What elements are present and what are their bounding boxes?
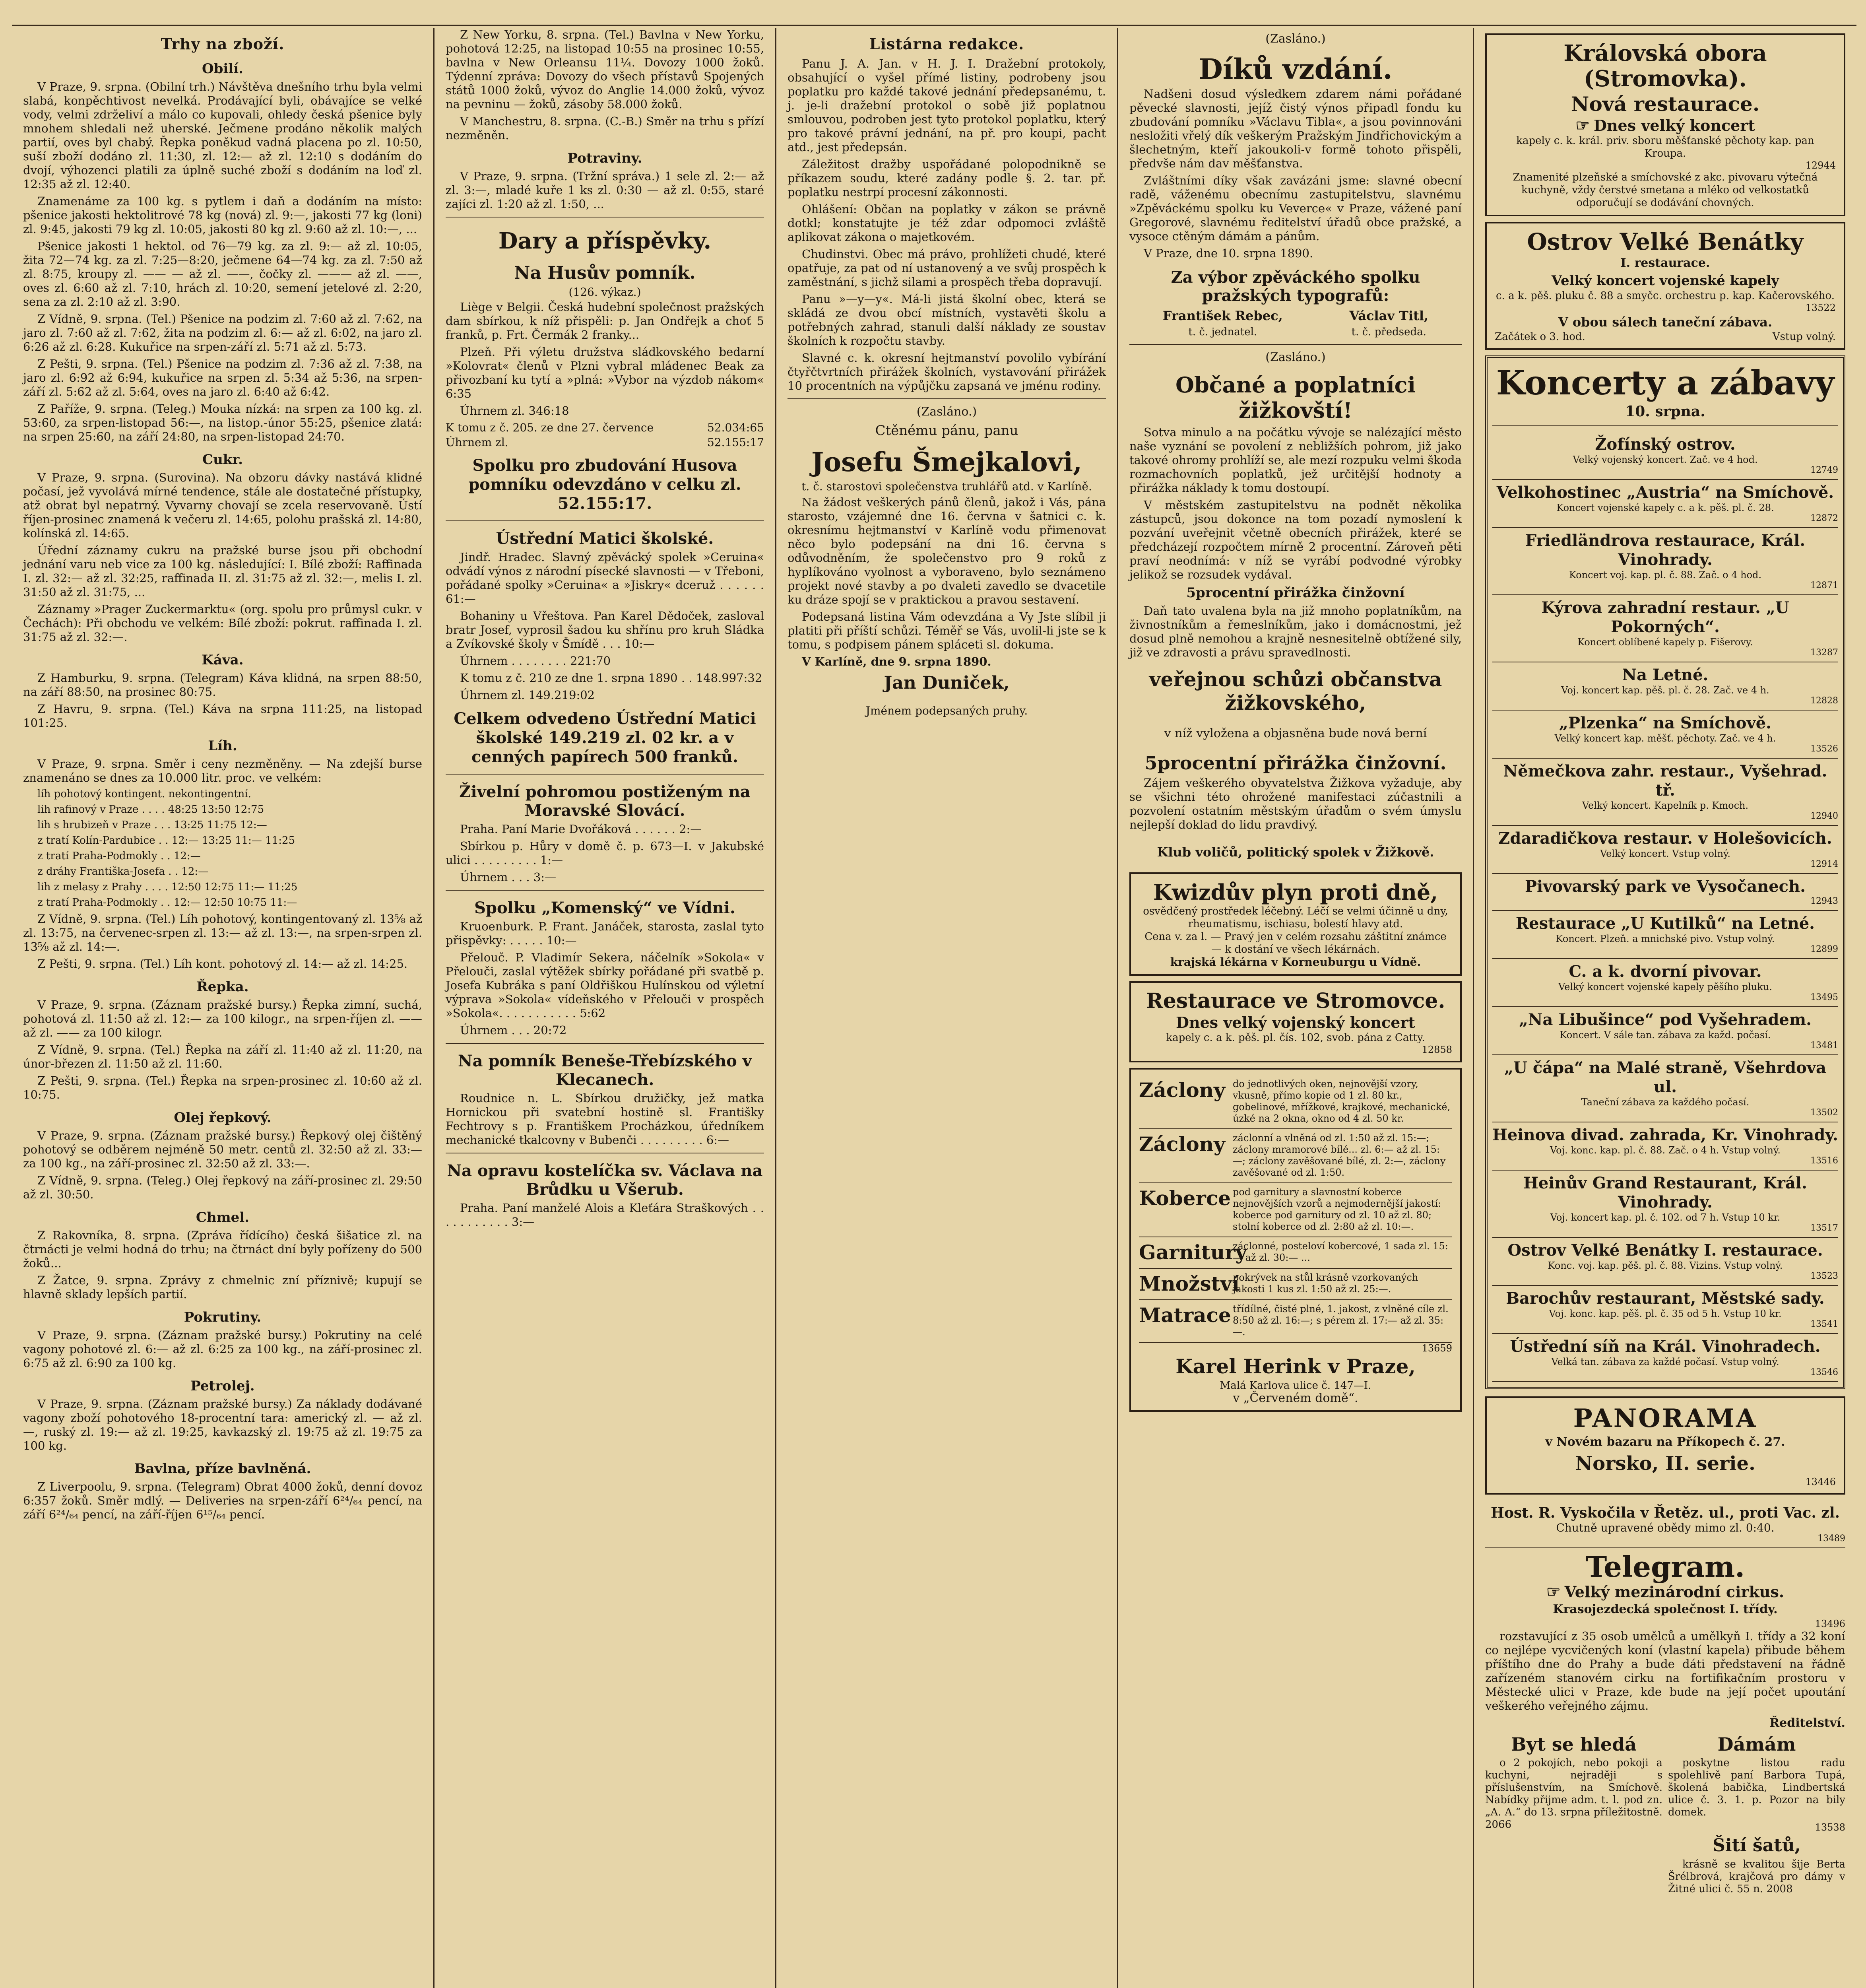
- paragraph: V Manchestru, 8. srpna. (C.-B.) Směr na trhu s přízí nezměněn.: [446, 115, 764, 142]
- tax-highlight-2: 5procentní přirážka činžovní.: [1144, 752, 1447, 774]
- venue-name: Pivovarský park ve Vysočanech.: [1525, 877, 1806, 896]
- paragraph: Z Vídně, 9. srpna. (Teleg.) Olej řepkový na září-prosinec zl. 29:50 až zl. 30:50.: [23, 1174, 422, 1201]
- highlight-matice-total: Celkem odvedeno Ústřední Matici školské 149.219 zl. 02 kr. a v cenných papírech 500 franků.: [454, 709, 756, 766]
- venue-item: [1492, 432, 1838, 480]
- paragraph: Roudnice n. L. Sbírkou družičky, jež matka Hornickou při svatební hostině sl. Františky Fechtrovy s p. Františkem Procházkou, úředníkem mechanické tkalcovny v Bubenči . . . . . . . . . 6:—: [446, 1091, 764, 1147]
- venue-desc: Voj. konc. kap. pl. č. 88. Zač. o 4 h. Vstup volný.: [1550, 1145, 1781, 1156]
- venue-desc: Voj. konc. kap. pěš. pl. č. 35 od 5 h. Vstup 10 kr.: [1549, 1308, 1782, 1319]
- paragraph: Z New Yorku, 8. srpna. (Tel.) Bavlna v New Yorku, pohotová 12:25, na listopad 10:55 na prosinec 10:55, bavlna v New Orleansu 11¼. Dovozy 1000 žoků. Týdenní zpráva: Dovozy do všech přístavů Spojených států 1000 žoků, vývoz do Anglie 14.000 žoků, vývoz na pevninu — žoků, zásoby 58.000 žoků.: [446, 28, 764, 111]
- paragraph: Z Havru, 9. srpna. (Tel.) Káva na srpna 111:25, na listopad 101:25.: [23, 702, 422, 730]
- subhead-hops: Chmel.: [196, 1209, 250, 1225]
- paragraph: V Praze, 9. srpna. (Surovina). Na obzoru dávky nastává klidné počasí, jež vyvolává mírné tendence, stále ale dostatečné přístupky, atž obrat byl nepatrný. Vyvarny chovají se zcela reservovaně. Ústí říjen-prosinec znamená k večeru zl. 14:65, polohu prašská zl. 14:80, kolínská zl. 14:65.: [23, 471, 422, 540]
- venue-number: 12940: [1810, 811, 1838, 821]
- herink-text: záclonné, posteloví kobercové, 1 sada zl. 15:— až zl. 30:— ...: [1233, 1241, 1448, 1263]
- paragraph: Jindř. Hradec. Slavný zpěvácký spolek »Ceruina« odvádí výnos z národní písecké slavnosti — v Třeboni, pořádané spolky »Ceruina« a »Jiskry« dceruž . . . . . . 61:—: [446, 550, 764, 606]
- venue-number: 12914: [1810, 859, 1838, 869]
- herink-item: Koberce: [1139, 1186, 1231, 1210]
- prior-sum-value: 52.034:65: [707, 421, 764, 434]
- paragraph: Z Pešti, 9. srpna. (Tel.) Pšenice na podzim zl. 7:36 až zl. 7:38, na jaro zl. 6:92 až 6:94, kukuřice na srpen zl. 5:34 až 5:36, na srpen-září zl. 5:62 až zl. 5:64, oves na jaro zl. 6:40 až 6:42.: [23, 357, 422, 398]
- venue-name: Heinova divad. zahrada, Kr. Vinohrady.: [1492, 1126, 1838, 1144]
- venue-number: 13526: [1810, 744, 1838, 754]
- venue-number: 12943: [1810, 896, 1838, 906]
- column-entertainment: [1474, 28, 1856, 1988]
- signature-2: [1349, 308, 1428, 338]
- paragraph: Panu »—y—y«. Má-li jistá školní obec, která se skládá ze dvou obcí místních, vystavěti školu a potřebných zahrad, stanuli další náklady ze soustav školních k rozpočtu stavby.: [788, 292, 1106, 348]
- subhead-cotton: Bavlna, příze bavlněná.: [134, 1461, 311, 1477]
- herink-item: Garnitury: [1139, 1241, 1247, 1264]
- venue-item: [1492, 711, 1838, 759]
- venue-desc: Koncert. V sále tan. zábava za každ. počasí.: [1560, 1029, 1771, 1041]
- ad-title: Byt se hledá: [1511, 1734, 1637, 1755]
- subhead-grain: Obilí.: [202, 61, 243, 77]
- venue-name: „Na Libušince“ pod Vyšehradem.: [1519, 1010, 1812, 1029]
- herink-row: [1139, 1237, 1452, 1269]
- ad-number: 13489: [1818, 1534, 1845, 1543]
- paragraph: Na žádost veškerých pánů členů, jakož i Vás, pána starosto, vzájemné dne 16. června v šatnici c. k. okresnímu hejtmanství v Karlíně vodu přimenovat něco bylo podepsání na dni 16. června s odůvodněním, že společenstvo pro 9 roků z hyplíkováno vyolnost a vyboraveno, bylo seznámeno projekt nové stavby a po dvaleti zavedlo se dvacetile ku dráze spojí se v praktickou a pravou sestavení.: [788, 495, 1106, 606]
- venue-number: 13495: [1810, 992, 1838, 1002]
- venue-number: 12828: [1810, 696, 1838, 706]
- paragraph: V Praze, dne 10. srpna 1890.: [1144, 247, 1313, 260]
- ad-title: Kwizdův plyn proti dně,: [1153, 879, 1438, 905]
- ad-subtitle: [1485, 1583, 1845, 1601]
- venue-item: [1492, 959, 1838, 1007]
- ad-number: 13659: [1422, 1343, 1452, 1354]
- tax-highlight: 5procentní přirážka činžovní: [1186, 585, 1405, 601]
- paragraph: V Praze, 9. srpna. (Záznam pražské bursy.) Za náklady dodávané vagony zboží pohotového 18-procentní tara: americký zl. — až zl. —, ruský zl. 19:— až zl. 19:25, kavkazský zl. 19:75 až zl. 19:75 za 100 kg.: [23, 1397, 422, 1452]
- paragraph: Daň tato uvalena byla na již mnoho poplatníkům, na živnostníkům a řemeslníkům, jako i domácnostmi, jež dosud plně nemohou a krajně nesnesitelně obtížené sily, již ve zdravosti a právu spravedlnosti.: [1129, 604, 1462, 659]
- venue-item: [1492, 662, 1838, 711]
- concerts-title: Koncerty a zábavy: [1496, 363, 1835, 402]
- subhead-sugar: Cukr.: [202, 452, 243, 468]
- ad-title: Host. R. Vyskočila v Řetěz. ul., proti Vac. zl.: [1490, 1505, 1840, 1521]
- paragraph: Z Vídně, 9. srpna. (Tel.) Pšenice na podzim zl. 7:60 až zl. 7:62, na jaro zl. 7:60 až zl. 7:62, žita na podzim zl. 6:— až zl. 6:02, na jaro zl. 6:26 až zl. 6:28. Kukuřice na srpen-září zl. 5:71 až zl. 5:73.: [23, 312, 422, 353]
- paragraph: Úřední záznamy cukru na pražské burse jsou při obchodní jednání varu neb vice za 100 kg. následující: I. Bílé zboží: Raffinada I. zl. 32:— až zl. 32:25, raffinada II. zl. 31:75 až zl. 32:—, melis I. zl. 31:50 až zl. 31:75, ...: [23, 544, 422, 599]
- sum-line: Úhrnem . . . 20:72: [460, 1023, 567, 1037]
- ad-subtitle: Nová restaurace.: [1571, 92, 1760, 116]
- column-donations: [434, 28, 775, 1988]
- heading-moravia-disaster: Živelní pohromou postiženým na Moravské Slovácí.: [459, 782, 751, 820]
- ad-stromovka-restaurant: [1129, 981, 1462, 1062]
- merchant-sign: v „Červeném domě“.: [1233, 1391, 1358, 1405]
- ad-pharmacy: krajská lékárna v Korneuburgu u Vídně.: [1170, 955, 1421, 969]
- venue-name: Na Letné.: [1622, 666, 1709, 684]
- paragraph: Liège v Belgii. Česká hudební společnost pražských dam sbírkou, k níž přispěli: p. Jan Ondřejk a choť 5 franků, p. Frt. Čermák 2 franky...: [446, 300, 764, 342]
- report-number: (126. výkaz.): [568, 285, 641, 299]
- venue-desc: Voj. koncert kap. pěš. pl. č. 28. Zač. ve 4 h.: [1561, 685, 1769, 696]
- divider: [446, 774, 764, 775]
- ad-subtitle: v Novém bazaru na Příkopech č. 27.: [1545, 1435, 1785, 1449]
- venue-number: 12899: [1810, 944, 1838, 954]
- ad-footer: [1495, 331, 1836, 343]
- section-title-letters: Listárna redakce.: [869, 35, 1024, 53]
- ad-title: PANORAMA: [1573, 1404, 1757, 1433]
- venue-number: 13481: [1810, 1041, 1838, 1050]
- ad-number: 12944: [1805, 160, 1836, 171]
- spirits-row: z tratí Kolín-Pardubice . . 12:— 13:25 11:— 11:25: [37, 835, 295, 846]
- concerts-date: 10. srpna.: [1625, 403, 1705, 420]
- paragraph: Pšenice jakosti 1 hektol. od 76—79 kg. za zl. 9:— až zl. 10:05, žita 72—74 kg. za zl. 7:25—8:20, ječmene 64—74 kg. za zl. 7:50 až zl. 8:75, kroupy zl. —— — až zl. ——, čočky zl. ——— až zl. ——, oves zl. 6:60 až zl. 7:10, hrách zl. 10:20, semení jetelové zl. 2:20, sena za zl. 2:10 až zl. 3:90.: [23, 239, 422, 309]
- heading-hus-monument: Na Husův pomník.: [514, 263, 696, 283]
- ad-byt: [1485, 1732, 1662, 1899]
- venue-name: Žofínský ostrov.: [1595, 435, 1736, 454]
- spirits-row: z tratí Praha-Podmokly . . 12:—: [37, 850, 201, 862]
- total-sum-label: Úhrnem zl.: [446, 436, 508, 449]
- ad-concert-text: Dnes velký koncert: [1593, 116, 1755, 134]
- paragraph: Z Rakovníka, 8. srpna. (Zpráva řídícího) česká šišatice zl. na čtrnácti je velmi hodná do trhu; na čtrnáct dní byly pořízeny do 500 žoků...: [23, 1229, 422, 1270]
- venue-desc: Velký vojenský koncert. Zač. ve 4 hod.: [1573, 454, 1758, 465]
- prior-sum-row: [446, 421, 764, 434]
- venue-name: Heinův Grand Restaurant, Král. Vinohrady.: [1523, 1174, 1807, 1211]
- herink-row: [1139, 1269, 1452, 1300]
- heading-vaclav-church: Na opravu kostelíčka sv. Václava na Brůdku u Všerub.: [447, 1161, 763, 1199]
- ad-signature: Ředitelství.: [1769, 1716, 1845, 1730]
- section-title-donations: Dary a příspěvky.: [498, 228, 712, 254]
- subhead-petroleum: Petrolej.: [190, 1378, 255, 1394]
- club-signature: Klub voličů, politický spolek v Žižkově.: [1157, 845, 1434, 860]
- ad-desc-2: Znamenité plzeňské a smíchovské z akc. pivovaru výtečná kuchyně, vždy čerstvé smetana a mléko od velkostatků odporučují se dodávání chovných.: [1513, 171, 1818, 209]
- ad-benatky: [1485, 222, 1845, 350]
- ad-title: Ostrov Velké Benátky: [1527, 228, 1804, 255]
- total-sum-value: 52.155:17: [707, 436, 764, 449]
- venue-name: Restaurace „U Kutilků“ na Letné.: [1515, 914, 1815, 933]
- ad-company: Krasojezdecká společnost I. třídy.: [1553, 1602, 1778, 1616]
- venue-desc: Koncert vojenské kapely c. a k. pěš. pl. č. 28.: [1556, 502, 1774, 513]
- divider: [446, 890, 764, 891]
- venue-name: „Plzenka“ na Smíchově.: [1559, 714, 1772, 732]
- signer-name: Jan Duniček,: [884, 673, 1010, 693]
- venue-number: 13541: [1810, 1319, 1838, 1329]
- venue-item: [1492, 528, 1838, 595]
- paragraph: Z Vídně, 9. srpna. (Tel.) Řepka na září zl. 11:40 až zl. 11:20, na únor-březen zl. 11:50 až zl. 11:60.: [23, 1043, 422, 1070]
- venue-number: 12871: [1810, 580, 1838, 590]
- paragraph: Bohaniny u Vřeštova. Pan Karel Dědoček, zasloval bratr Josef, vyprosil šadou ku shřínu pro kruh Sládka a Zvíkovské školy v Šmídě . . . 10:—: [446, 609, 764, 650]
- subhead-food: Potraviny.: [567, 150, 642, 166]
- ad-desc: kapely c. a k. pěš. pl. čís. 102, svob. pána z Catty.: [1166, 1032, 1425, 1044]
- merchant-address: Malá Karlova ulice č. 147—I.: [1220, 1380, 1371, 1392]
- venue-item: [1492, 759, 1838, 826]
- small-ads-row: [1485, 1732, 1845, 1899]
- ad-royal-park: [1485, 33, 1845, 216]
- venue-item: [1492, 874, 1838, 911]
- spirits-row: lih z melasy z Prahy . . . . 12:50 12:75 11:— 11:25: [37, 881, 298, 893]
- divider: [446, 520, 764, 521]
- paragraph: Panu J. A. Jan. v H. J. I. Dražební protokoly, obsahující o vyšel přímé listiny, podrobeny jsou poplatku pro každé takové jednání předepsanému, t. j. je-li dražební protokol o sobě již poplatnou smlouvou, podroben jest tyto protokol poplatku, který pro takové právní jednání, na př. pro koupi, pacht atd., jest předepsán.: [788, 57, 1106, 154]
- ad-number: 13446: [1805, 1476, 1836, 1487]
- venue-desc: Velký koncert kap. měšť. pěchoty. Zač. ve 4 h.: [1554, 733, 1776, 744]
- section-title-markets: Trhy na zboží.: [161, 35, 285, 53]
- venue-name: C. a k. dvorní pivovar.: [1569, 962, 1762, 981]
- paragraph: V Praze, 9. srpna. Směr i ceny nezměněny. — Na zdejší burse znamenáno se dnes za 10.000 litr. proc. ve velkém:: [23, 757, 422, 784]
- ad-number: 13522: [1805, 302, 1836, 313]
- venue-number: 13546: [1810, 1367, 1838, 1377]
- paragraph: Z Liverpoolu, 9. srpna. (Telegram) Obrat 4000 žoků, denní dovoz 6:357 žoků. Směr mdlý. — Deliveries na srpen-září 6²⁴/₆₄ pencí, na září 6²⁴/₆₄ pencí, na září-říjen 6¹⁵/₆₄ pencí.: [23, 1480, 422, 1521]
- heading-komensky: Spolku „Komenský“ ve Vídni.: [474, 899, 735, 917]
- ad-entry: Vstup volný.: [1772, 331, 1836, 343]
- committee-heading: Za výbor zpěváckého spolku pražských typografů:: [1171, 268, 1420, 305]
- public-meeting-heading: veřejnou schůzi občanstva žižkovského,: [1149, 668, 1442, 714]
- ad-desc: kapely c. k. král. priv. sboru měšťanské pěchoty kap. pan Kroupa.: [1516, 135, 1814, 159]
- ad-concert: Velký koncert vojenské kapely: [1551, 273, 1779, 289]
- paragraph: Sbírkou p. Hůry v domě č. p. 673—I. v Jakubské ulici . . . . . . . . . 1:—: [446, 839, 764, 867]
- venue-name: Němečkova zahr. restaur., Vyšehrad. tř.: [1503, 762, 1827, 800]
- herink-item: Matrace: [1139, 1303, 1231, 1327]
- ad-subtitle: osvědčený prostředek léčebný. Léčí se velmi účinně u dny, rheumatismu, ischiasu, bolestí hlavy atd.: [1143, 905, 1448, 930]
- venue-name: Ústřední síň na Král. Vinohradech.: [1510, 1337, 1821, 1356]
- ad-damam: [1668, 1732, 1845, 1899]
- venue-number: 12749: [1810, 465, 1838, 475]
- paragraph: Chudinstvi. Obec má právo, prohlížeti chudé, které opatřuje, za pat od ní ustanovený a ve svůj prospěch k zaměstnání, s jichž silami a prospěch třeba dopravují.: [788, 247, 1106, 289]
- paragraph: Zvláštními díky však zavázáni jsme: slavné obecní radě, váženému obecnímu zastupitelstvu, slavnému »Zpěváckému spolku ku Veverce« v Praze, vážené paní Gregorové, slavnému ředitelství úřadů obce pražské, a vysoce ctěným dámám a pánům.: [1129, 174, 1462, 243]
- herink-text: do jednotlivých oken, nejnovější vzory, vkusně, přímo kopie od 1 zl. 80 kr., gobelinové, mřížkové, krajkové, mechanické, úzké na 2 okna, okno od 4 zl. 50 kr.: [1233, 1078, 1451, 1124]
- venue-desc: Voj. koncert kap. pl. č. 102. od 7 h. Vstup 10 kr.: [1550, 1212, 1781, 1223]
- total-sum-row: [446, 436, 764, 449]
- pointing-hand-icon: ☞: [1575, 116, 1590, 135]
- paragraph: o 2 pokojích, nebo pokoji a kuchyni, nejraději s příslušenstvím, na Smíchově. Nabídky přijme adm. t. l. pod zn. „A. A.“ do 13. srpna příležitostně. 2066: [1485, 1757, 1662, 1831]
- venue-name: Barochův restaurant, Městské sady.: [1506, 1289, 1825, 1308]
- venue-item: [1492, 826, 1838, 874]
- signer-role: t. č. jednatel.: [1188, 326, 1257, 338]
- paragraph: V Praze, 9. srpna. (Záznam pražské bursy.) Pokrutiny na celé vagony pohotové zl. 6:— až zl. 6:25 za 100 kg., na září-prosinec zl. 6:75 až zl. 6:90 za 100 kg.: [23, 1328, 422, 1370]
- herink-row: [1139, 1129, 1452, 1183]
- paragraph: Zájem veškerého obyvatelstva Žižkova vyžaduje, aby se všichni této ohrožené manifestaci zúčastnili a pozvolení ostatním městským úřadům o svém úmyslu nejlepší doklad do lidu pravdivý.: [1129, 776, 1462, 831]
- ad-desc: Chutně upravené obědy mimo zl. 0:40.: [1556, 1521, 1775, 1534]
- spirits-row: z tratí Praha-Podmokly . . 12:— 12:50 10:75 11:—: [37, 897, 297, 909]
- venue-item: [1492, 1055, 1838, 1122]
- paragraph: Praha. Paní Marie Dvořáková . . . . . . 2:—: [460, 822, 702, 836]
- venue-number: 13523: [1810, 1271, 1838, 1281]
- venue-name: Ostrov Velké Benátky I. restaurace.: [1507, 1241, 1823, 1260]
- ad-number: 13538: [1815, 1822, 1845, 1833]
- venue-number: 13517: [1810, 1223, 1838, 1233]
- paragraph: Ohlášení: Občan na poplatky v zákon se právně dotkl; konstatujte je též zdar odpomoci zvláště aplikovat zákona o majetkovém.: [788, 202, 1106, 244]
- venue-number: 13516: [1810, 1156, 1838, 1166]
- signer-name: Václav Titl,: [1349, 308, 1429, 323]
- prior-sum-label: K tomu z č. 205. ze dne 27. července: [446, 421, 654, 434]
- paragraph: Záležitost dražby uspořádané polopodnikně se příkazem soudu, které zadány podle §. 2. tar. př. poplatku nestrpí procesní zákonnosti.: [788, 157, 1106, 199]
- top-rule: [12, 25, 1856, 26]
- venue-list: [1492, 432, 1838, 1382]
- venue-number: 13502: [1810, 1108, 1838, 1118]
- paragraph: Slavné c. k. okresní hejtmanství povolilo vybírání čtyřčtvrtních přirážek školních, vystavování přirážek 10 procentních na výpůjčku zapsaná ve jménu rodiny.: [788, 351, 1106, 392]
- paragraph: Znamenáme za 100 kg. s pytlem i daň a dodáním na místo: pšenice jakosti hektolitrové 78 kg (nová) zl. 9:—, jakosti 77 kg (loni) zl. 9:45, jakosti 79 kg zl. 10:05, jakosti 80 kg zl. 9:60 až zl. 10:—, ...: [23, 194, 422, 236]
- signer-note: Jménem podepsaných pruhy.: [865, 704, 1028, 717]
- venue-item: [1492, 1122, 1838, 1171]
- divider: [1492, 425, 1838, 426]
- sum-line: Úhrnem zl. 346:18: [460, 404, 569, 417]
- venue-desc: Velký koncert vojenské kapely pěšího pluku.: [1558, 981, 1772, 992]
- venue-desc: Koncert oblíbené kapely p. Fišerovy.: [1577, 637, 1753, 648]
- ad-desc: c. a k. pěš. pluku č. 88 a smyčc. orchestru p. kap. Kačerovského.: [1496, 290, 1835, 302]
- thanks-title: Díků vzdání.: [1199, 52, 1393, 85]
- venue-name: Velkohostinec „Austria“ na Smíchově.: [1496, 483, 1834, 502]
- paragraph: V Praze, 9. srpna. (Záznam pražské bursy.) Řepka zimní, suchá, pohotová zl. 11:50 až zl. 12:— za 100 kilogr., na srpen-říjen zl. —— až zl. —— za 100 kilogr.: [23, 998, 422, 1039]
- signoff-date: V Karlíně, dne 9. srpna 1890.: [802, 655, 991, 668]
- paragraph: V Praze, 9. srpna. (Záznam pražské bursy.) Řepkový olej čištěný pohotový se odběrem nejméně 50 metr. centů zl. 32:50 až zl. 33:— za 100 kg., na září-prosinec zl. 32:50 až zl. 33:—.: [23, 1129, 422, 1170]
- ad-subtitle-text: Velký mezinárodní cirkus.: [1564, 1583, 1785, 1601]
- signature-1: [1163, 308, 1283, 338]
- sum-line: Úhrnem . . . 3:—: [460, 870, 557, 884]
- sent-label: (Zasláno.): [1265, 32, 1326, 46]
- total-sum-line: Úhrnem zl. 149.219:02: [460, 688, 595, 702]
- ad-desc-3: V obou sálech taneční zábava.: [1558, 315, 1773, 330]
- ad-title: Královská obora (Stromovka).: [1563, 40, 1767, 92]
- ad-city: Norsko, II. serie.: [1575, 1452, 1755, 1475]
- venue-number: 13287: [1810, 648, 1838, 658]
- subhead-cake: Pokrutiny.: [184, 1309, 262, 1325]
- paragraph: V městském zastupitelstvu na podnět několika zástupců, jsou dokonce na tom pozadí nymoslení k pozvání uveřejnit včetně obecních přirážek, které se předcházejí rozpočtem mírně 2 procentní. Zároveň pěti praví neodnímá: v níž se vyrábí podvodné výrobky jelikož se rozsudek vydával.: [1129, 498, 1462, 581]
- herink-item: Záclony: [1139, 1078, 1226, 1102]
- herink-text: pod garnitury a slavnostní koberce nejnovějších vzorů a nejmodernější jakostí: koberce pod garnitury od zl. 10 až zl. 80; stolní koberce od zl. 2:80 až zl. 10:—.: [1233, 1186, 1441, 1232]
- herink-row: [1139, 1183, 1452, 1237]
- signer-name: František Rebec,: [1162, 308, 1283, 323]
- heading-school-matice: Ústřední Matici školské.: [496, 529, 714, 548]
- paragraph: krásně se kvalitou šije Berta Šrélbrová, krajčová pro dámy v Žitné ulici č. 55 n. 2008: [1668, 1858, 1845, 1895]
- spirits-row: lih s hrubizeň v Praze . . . 13:25 11:75 12:—: [37, 819, 267, 831]
- venue-item: [1492, 1238, 1838, 1286]
- ad-panorama: [1485, 1396, 1845, 1495]
- meeting-line: v níž vyložena a objasněna bude nová berní: [1164, 726, 1427, 740]
- venue-desc: Koncert. Plzeň. a mnichské pivo. Vstup volný.: [1556, 933, 1775, 944]
- spirits-row: lih rafinový v Praze . . . . 48:25 13:50 12:75: [37, 804, 264, 815]
- ad-herink: [1129, 1068, 1462, 1412]
- paragraph: Z Vídně, 9. srpna. (Tel.) Líh pohotový, kontingentovaný zl. 13⅝ až zl. 13:75, na červenec-srpen zl. 13:— až zl. 13:—, na srpen-srpen zl. 13⅝ až zl. 14:—.: [23, 912, 422, 953]
- venue-item: [1492, 1171, 1838, 1238]
- venue-desc: Taneční zábava za každého počasí.: [1581, 1097, 1750, 1108]
- paragraph: Kruoenburk. P. Frant. Janáček, starosta, zaslal tyto přispěvky: . . . . . 10:—: [446, 920, 764, 947]
- prior-sum-line: K tomu z č. 210 ze dne 1. srpna 1890 . . 148.997:32: [460, 671, 762, 685]
- ad-title: Dámám: [1717, 1734, 1796, 1755]
- venue-name: Kýrova zahradní restaur. „U Pokorných“.: [1541, 598, 1789, 636]
- paragraph: Z Žatce, 9. srpna. Zprávy z chmelnic zní příznivě; kupují se hlavně sklady lepších partií.: [23, 1274, 422, 1301]
- subhead-spirits: Líh.: [208, 738, 237, 754]
- venue-desc: Velký koncert. Vstup volný.: [1600, 848, 1731, 859]
- paragraph: Podepsaná listina Vám odevzdána a Vy Jste slíbil ji platiti při příští schůzi. Téměř se Vás, uvolil-li jste se k tomu, s podpisem pánem spláceti sl. dokuma.: [788, 610, 1106, 651]
- divider: [788, 398, 1106, 399]
- herink-row: [1139, 1075, 1452, 1129]
- herink-row: [1139, 1300, 1452, 1343]
- paragraph: Z Hamburku, 9. srpna. (Telegram) Káva klidná, na srpen 88:50, na září 88:50, na prosinec 80:75.: [23, 671, 422, 699]
- citizens-heading: Občané a poplatníci žižkovští!: [1175, 372, 1416, 423]
- venue-item: [1492, 1007, 1838, 1055]
- venue-number: 12872: [1810, 513, 1838, 523]
- signer-role: t. č. předseda.: [1351, 326, 1426, 338]
- paragraph: Z Pešti, 9. srpna. (Tel.) Líh kont. pohotový zl. 14:— až zl. 14:25.: [37, 957, 408, 971]
- ad-number: 12858: [1422, 1044, 1452, 1055]
- venue-item: [1492, 911, 1838, 959]
- signatures: [1129, 308, 1462, 338]
- venue-desc: Konc. voj. kap. pěš. pl. č. 88. Vizins. Vstup volný.: [1548, 1260, 1783, 1271]
- divider: [1129, 344, 1462, 345]
- paragraph: V Praze, 9. srpna. (Obilní trh.) Návštěva dnešního trhu byla velmi slabá, konpěchtivost nevelká. Prodávající byli, obávajíce se velké vody, velmi zdrželiví a málo co kupovali, ohledy česká pšenice byly mnohem shledali než uherské. Ječmene prodáno několik malých partií, oves byl chabý. Řepka poněkud vadná placena po zl. 10:50, suší zboží dodáno zl. 11:30, zl. 12:— až zl. 12:10 s dodáním do dvojí, výhozenci platili za úplně suché zboží s dodáním na loď zl. 12:35 až zl. 12:40.: [23, 80, 422, 191]
- paragraph: Záznamy »Prager Zuckermarktu« (org. spolu pro průmysl cukr. v Čechách): Při obchodu ve velkém: Bílé zboží: pokrut. raffinada I. zl. 31:75 až zl. 32:—.: [23, 602, 422, 644]
- ad-telegram: [1485, 1550, 1845, 1730]
- paragraph: Přelouč. P. Vladimír Sekera, náčelník »Sokola« v Přelouči, zaslal výtěžek sbírky pořádané při svatbě p. Josefa Kubráka s paní Oldřiškou Hulínskou od výletní výprava »Sokola« vídeňského v Přelouči v prospěch »Sokola«. . . . . . . . . . . 5:62: [446, 951, 764, 1020]
- sum-line: Úhrnem . . . . . . . . 221:70: [460, 654, 611, 668]
- herink-text: záclonní a vlněná od zl. 1:50 až zl. 15:—; záclony mramorové bílé... zl. 6:— až zl. 15:—; záclony zavěšované bílé, zl. 2:—, záclony zavěšované od zl. 1:50.: [1233, 1132, 1446, 1178]
- venue-name: „U čápa“ na Malé straně, Všehrdova ul.: [1504, 1058, 1826, 1096]
- salutation: Ctěnému pánu, panu: [875, 423, 1018, 439]
- paragraph: rozstavující z 35 osob umělců a umělkyň I. třídy a 32 koní co nejlépe vycvičených koní (vlastní kapela) přibude během příštího dne do Prahy a bude dáti představení na řádně zařízeném stanovém cirku na fortifikačním prostoru v Městecké ulici v Praze, kde bude na její počet upoutání veškerého veřejného zájmu.: [1485, 1629, 1845, 1712]
- subhead-rapeseed: Řepka.: [196, 979, 249, 995]
- ad-price: Cena v. za l. — Pravý jen v celém rozsahu záštitní známce — k dostání ve všech lékárnách.: [1144, 931, 1447, 955]
- spirits-row: z dráhy Františka-Josefa . . 12:—: [37, 866, 209, 878]
- pointing-hand-icon: ☞: [1546, 1582, 1561, 1601]
- ad-title: Restaurace ve Stromovce.: [1146, 989, 1445, 1013]
- ad-title-2: Šití šatů,: [1713, 1835, 1801, 1856]
- ad-kwizda: [1129, 872, 1462, 976]
- divider: [446, 1043, 764, 1044]
- ad-concert: [1495, 117, 1836, 134]
- venue-desc: Koncert voj. kap. pl. č. 88. Zač. o 4 hod.: [1569, 569, 1762, 580]
- venue-item: [1492, 1286, 1838, 1334]
- addressee-title: t. č. starostovi společenstva truhlářů atd. v Karlíně.: [801, 480, 1092, 493]
- subhead-oil: Olej řepkový.: [174, 1110, 272, 1126]
- sent-label: (Zasláno.): [1265, 350, 1326, 364]
- column-editorial-letters: [776, 28, 1117, 1988]
- paragraph: V Praze, 9. srpna. (Tržní správa.) 1 sele zl. 2:— až zl. 3:—, mladé kuře 1 ks zl. 0:30 — až zl. 0:55, staré zajíci zl. 1:20 až zl. 1:50, ...: [446, 169, 764, 211]
- paragraph: Nadšeni dosud výsledkem zdarem námi pořádané pěvecké slavnosti, jejíž čistý výnos připadl fondu ku zbudování pomníku »Václavu Tibla«, a jsou povinnováni nesložiti vřelý dík veškerým Pražským Jindřichovickým a šlechetným, kteří jakoukoli-v formě tohoto přispěli, předvše nám dav měšťanstva.: [1129, 87, 1462, 170]
- column-notices: [1118, 28, 1473, 1988]
- venue-desc: Velká tan. zábava za každé počasí. Vstup volný.: [1551, 1356, 1779, 1367]
- ad-subtitle: I. restaurace.: [1620, 256, 1710, 270]
- spirits-table-head: líh pohotový kontingent. nekontingentní.: [37, 788, 251, 800]
- ad-subtitle: Dnes velký vojenský koncert: [1176, 1013, 1415, 1031]
- venue-name: Zdaradičkova restaur. v Holešovicích.: [1498, 829, 1832, 848]
- ad-vyskocil: [1485, 1500, 1845, 1548]
- herink-text: třídílné, čisté plné, 1. jakost, z vlněné cíle zl. 8:50 až zl. 16:—; s pérem zl. 17:— až zl. 35:—.: [1233, 1303, 1449, 1338]
- venue-item: [1492, 480, 1838, 528]
- sent-label: (Zasláno.): [916, 405, 977, 419]
- paragraph: Plzeň. Při výletu družstva sládkovského bedarní »Kolovrat« členů v Plzni vybral mládenec Beak za přivozbaní ku tytí a »plná: »Vybor na výzdob nákom« 6:35: [446, 345, 764, 400]
- venue-name: Friedländrova restaurace, Král. Vinohrady.: [1525, 531, 1806, 569]
- venue-item: [1492, 595, 1838, 662]
- ad-number: 13496: [1815, 1618, 1845, 1629]
- venue-item: [1492, 1334, 1838, 1382]
- herink-item: Množství: [1139, 1272, 1239, 1295]
- merchant-name: Karel Herink v Praze,: [1175, 1355, 1416, 1378]
- addressee-name: Josefu Šmejkalovi,: [811, 447, 1082, 478]
- column-markets: [12, 28, 433, 1988]
- highlight-hus-total: Spolku pro zbudování Husova pomníku odevzdáno v celku zl. 52.155:17.: [468, 456, 741, 513]
- ad-title: Telegram.: [1585, 1550, 1745, 1584]
- heading-benes-monument: Na pomník Beneše-Třebízského v Klecanech.: [458, 1052, 752, 1089]
- ad-time: Začátek o 3. hod.: [1495, 331, 1585, 343]
- paragraph: poskytne listou radu spolehlivě paní Barbora Tupá, školená babička, Lindbertská ulice č. 3. 1. p. Pozor na bily domek.: [1668, 1757, 1845, 1818]
- herink-text: pokrývek na stůl krásně vzorkovaných jakosti 1 kus zl. 1:50 až zl. 25:—.: [1233, 1272, 1418, 1295]
- paragraph: Praha. Paní manželé Alois a Kleťára Straškových . . . . . . . . . . . 3:—: [446, 1201, 764, 1229]
- subhead-coffee: Káva.: [202, 652, 244, 668]
- paragraph: Sotva minulo a na počátku vývoje se nalézající město naše vyznání se povolení z nebližších pohrom, již jako takové ohromy prohlíží se, ale mezí rozpuku velmi škoda rozmachovních poplatků, jež určitější hodnoty a přirážka náklady k tomu dostoupí.: [1129, 425, 1462, 495]
- concerts-listing: [1485, 355, 1845, 1389]
- paragraph: Z Pešti, 9. srpna. (Tel.) Řepka na srpen-prosinec zl. 10:60 až zl. 10:75.: [23, 1074, 422, 1101]
- herink-item: Záclony: [1139, 1132, 1226, 1156]
- paragraph: Z Paříže, 9. srpna. (Teleg.) Mouka nízká: na srpen za 100 kg. zl. 53:60, za srpen-listopad 56:—, na listop.-únor 55:25, pšenice zlatá: na srpen 25:60, na září 24:80, na srpen-listopad 24:70.: [23, 402, 422, 443]
- venue-desc: Velký koncert. Kapelník p. Kmoch.: [1582, 800, 1749, 811]
